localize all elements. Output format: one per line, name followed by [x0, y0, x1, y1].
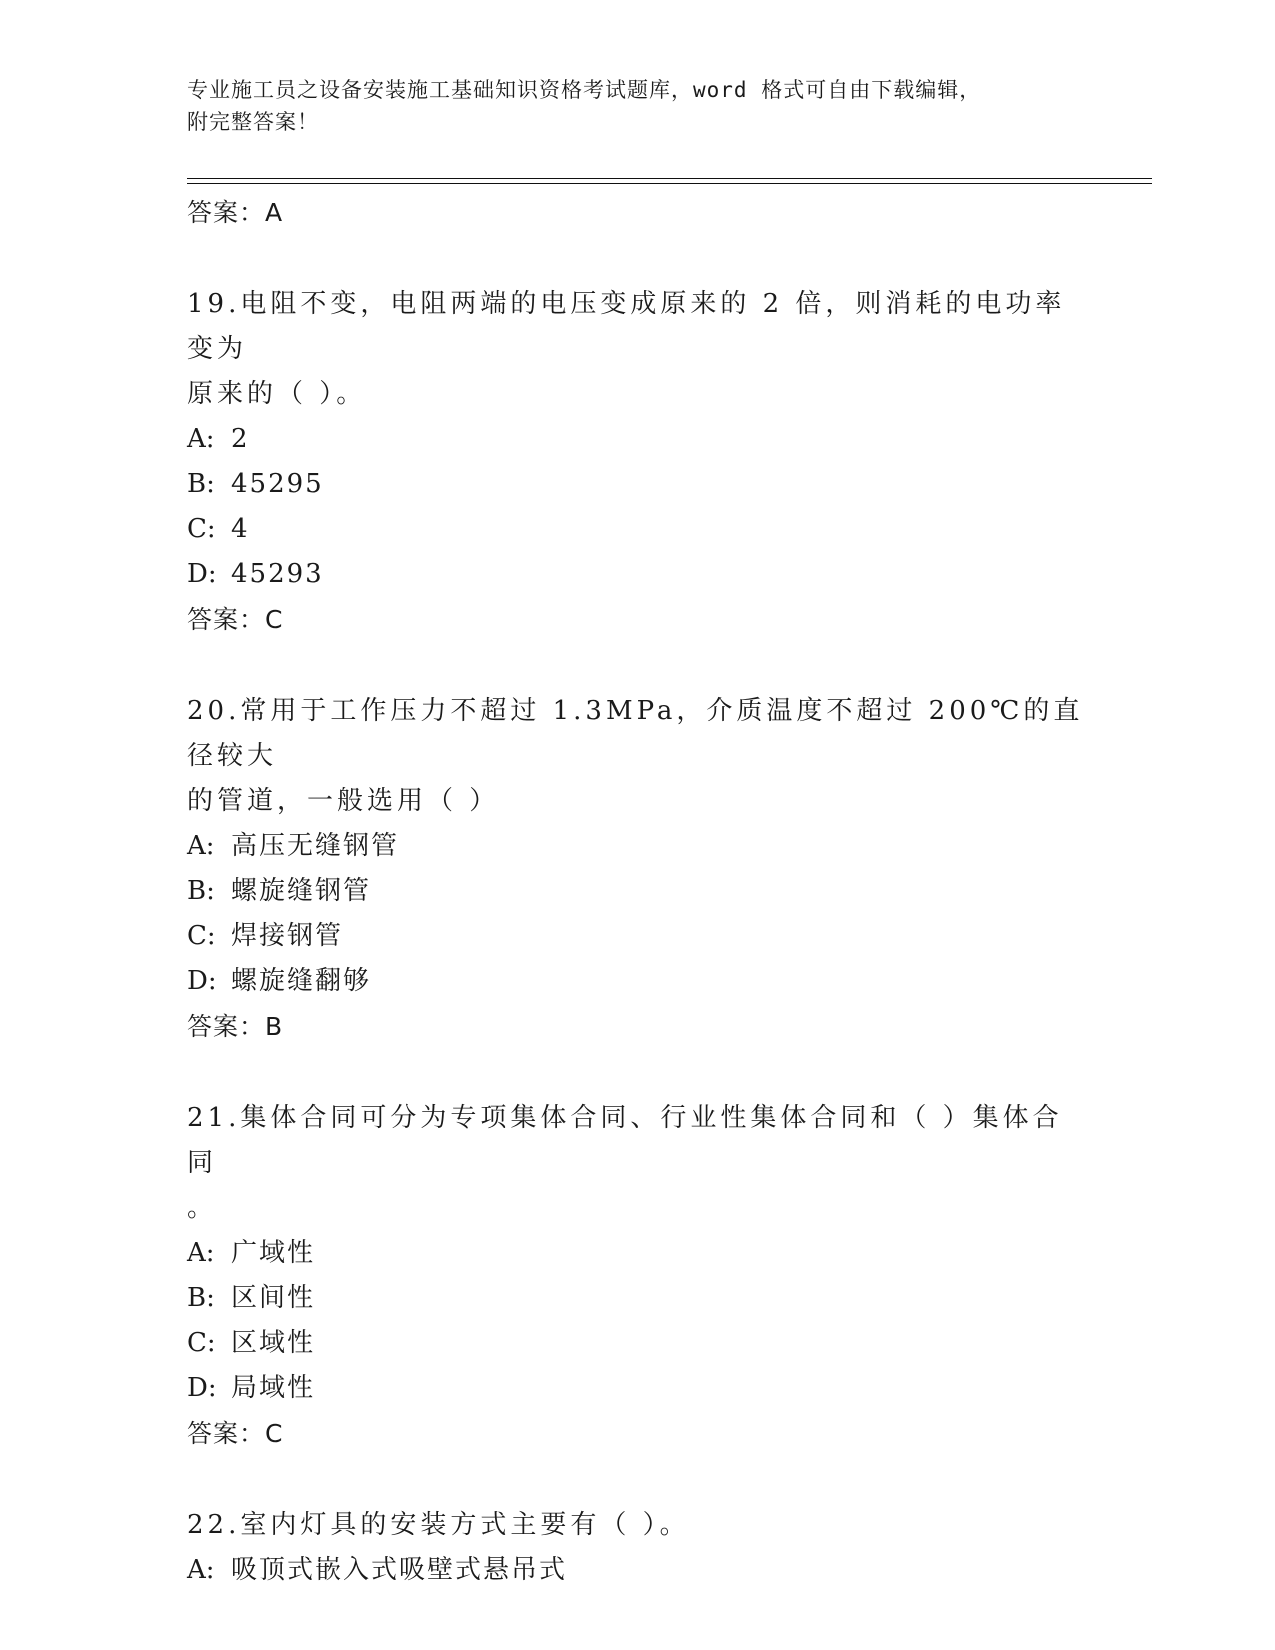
option-d: D: 45293 [187, 559, 324, 589]
header-divider-top [187, 178, 1152, 179]
answer-line: 答案：C [187, 605, 284, 634]
question-19 [187, 282, 1087, 642]
option-d: D: 局域性 [187, 1373, 316, 1403]
question-stem: 20.常用于工作压力不超过 1.3MPa，介质温度不超过 200℃的直径较大 的管道，一般选用（ ） [187, 696, 1084, 816]
option-c: C: 焊接钢管 [187, 921, 344, 951]
option-a: A: 高压无缝钢管 [187, 831, 400, 861]
question-stem: 19.电阻不变，电阻两端的电压变成原来的 2 倍，则消耗的电功率变为 原来的（ ）。 [187, 289, 1066, 409]
question-21 [187, 1096, 1087, 1456]
option-c: C: 区域性 [187, 1328, 316, 1358]
option-a: A: 广域性 [187, 1238, 316, 1268]
question-22 [187, 1503, 1087, 1593]
page-header [187, 74, 1067, 138]
option-b: B: 区间性 [187, 1283, 316, 1313]
option-a: A: 2 [187, 424, 250, 454]
header-line-2: 附完整答案！ [187, 110, 319, 134]
answer-line: 答案：B [187, 1012, 284, 1041]
header-line-1: 专业施工员之设备安装施工基础知识资格考试题库，word 格式可自由下载编辑， [187, 78, 982, 102]
header-divider-bottom [187, 183, 1152, 184]
question-20 [187, 689, 1087, 1049]
option-d: D: 螺旋缝翻够 [187, 966, 372, 996]
option-b: B: 螺旋缝钢管 [187, 876, 372, 906]
answer-line: 答案：A [187, 198, 284, 227]
question-stem: 22.室内灯具的安装方式主要有（ ）。 [187, 1510, 690, 1540]
question-list [187, 190, 1087, 1593]
question-stem: 21.集体合同可分为专项集体合同、行业性集体合同和（ ）集体合同 。 [187, 1103, 1063, 1223]
option-a: A: 吸顶式嵌入式吸壁式悬吊式 [187, 1555, 568, 1585]
answer-line: 答案：C [187, 1419, 284, 1448]
option-c: C: 4 [187, 514, 250, 544]
option-b: B: 45295 [187, 469, 324, 499]
